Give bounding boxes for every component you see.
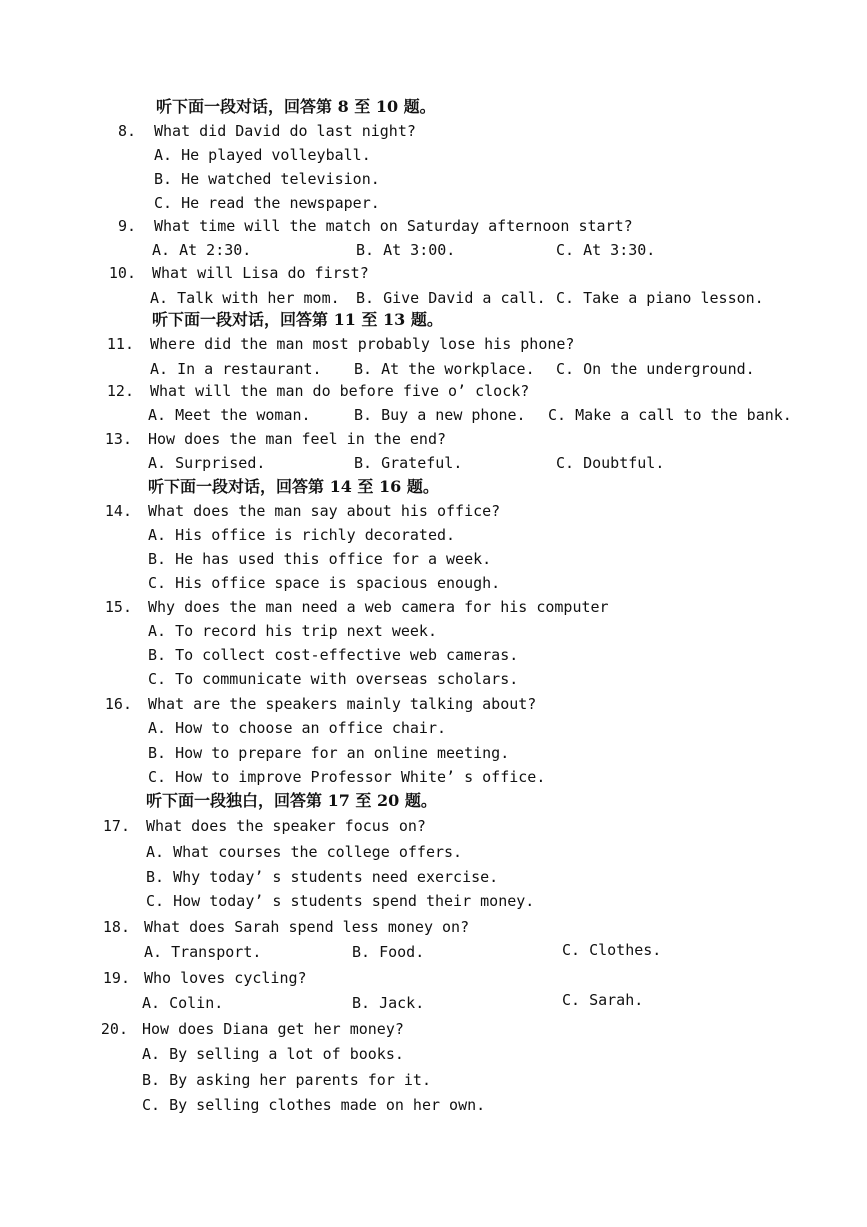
option-16-a: A. How to choose an office chair. (148, 719, 447, 737)
section-heading: 听下面一段对话，回答第 8 至 10 题。 (156, 97, 436, 116)
option-20-b: B. By asking her parents for it. (142, 1071, 431, 1089)
question-text: What does the speaker focus on? (146, 817, 426, 835)
question-text: Who loves cycling? (144, 969, 307, 987)
question-number: 12. (106, 382, 134, 400)
question-text: Why does the man need a web camera for his computer (148, 598, 609, 616)
option-17-b: B. Why today’ s students need exercise. (146, 868, 499, 886)
question-number: 10. (108, 264, 136, 282)
question-text: What does Sarah spend less money on? (144, 918, 470, 936)
option-18-b: B. Food. (352, 943, 425, 961)
option-14-b: B. He has used this office for a week. (148, 550, 492, 568)
question-text: How does Diana get her money? (142, 1020, 404, 1038)
option-14-a: A. His office is richly decorated. (148, 526, 456, 544)
option-9-c: C. At 3:30. (556, 241, 656, 259)
question-text: What time will the match on Saturday afternoon start? (154, 217, 633, 235)
option-11-c: C. On the underground. (556, 360, 755, 378)
option-12-a: A. Meet the woman. (148, 406, 311, 424)
option-15-a: A. To record his trip next week. (148, 622, 437, 640)
option-13-a: A. Surprised. (148, 454, 266, 472)
question-number: 8. (117, 122, 136, 140)
option-9-b: B. At 3:00. (356, 241, 456, 259)
question-text: What are the speakers mainly talking about? (148, 695, 537, 713)
section-heading: 听下面一段独白，回答第 17 至 20 题。 (146, 791, 437, 810)
question-text: What will the man do before five o’ clock? (150, 382, 530, 400)
option-17-a: A. What courses the college offers. (146, 843, 463, 861)
option-19-c: C. Sarah. (562, 991, 644, 1009)
question-text: What does the man say about his office? (148, 502, 501, 520)
section-heading: 听下面一段对话，回答第 11 至 13 题。 (152, 310, 443, 329)
option-13-b: B. Grateful. (354, 454, 463, 472)
question-number: 17. (102, 817, 130, 835)
option-12-c: C. Make a call to the bank. (548, 406, 792, 424)
option-13-c: C. Doubtful. (556, 454, 665, 472)
option-8-c: C. He read the newspaper. (154, 194, 380, 212)
question-number: 19. (102, 969, 130, 987)
option-10-c: C. Take a piano lesson. (556, 289, 764, 307)
question-number: 16. (104, 695, 132, 713)
option-20-c: C. By selling clothes made on her own. (142, 1096, 486, 1114)
option-19-a: A. Colin. (142, 994, 224, 1012)
question-text: How does the man feel in the end? (148, 430, 447, 448)
option-16-c: C. How to improve Professor White’ s office. (148, 768, 546, 786)
option-8-b: B. He watched television. (154, 170, 380, 188)
question-number: 9. (117, 217, 136, 235)
option-15-b: B. To collect cost-effective web cameras. (148, 646, 519, 664)
question-text: What did David do last night? (154, 122, 416, 140)
option-18-a: A. Transport. (144, 943, 262, 961)
option-11-a: A. In a restaurant. (150, 360, 322, 378)
option-17-c: C. How today’ s students spend their money. (146, 892, 535, 910)
question-number: 14. (104, 502, 132, 520)
option-20-a: A. By selling a lot of books. (142, 1045, 404, 1063)
question-number: 13. (104, 430, 132, 448)
option-10-a: A. Talk with her mom. (150, 289, 340, 307)
question-number: 20. (100, 1020, 128, 1038)
section-heading: 听下面一段对话，回答第 14 至 16 题。 (148, 477, 439, 496)
option-16-b: B. How to prepare for an online meeting. (148, 744, 510, 762)
option-10-b: B. Give David a call. (356, 289, 546, 307)
option-8-a: A. He played volleyball. (154, 146, 371, 164)
option-19-b: B. Jack. (352, 994, 425, 1012)
option-14-c: C. His office space is spacious enough. (148, 574, 501, 592)
option-11-b: B. At the workplace. (354, 360, 535, 378)
option-12-b: B. Buy a new phone. (354, 406, 526, 424)
option-9-a: A. At 2:30. (152, 241, 252, 259)
option-18-c: C. Clothes. (562, 941, 662, 959)
question-number: 11. (106, 335, 134, 353)
question-text: Where did the man most probably lose his phone? (150, 335, 575, 353)
option-15-c: C. To communicate with overseas scholars. (148, 670, 519, 688)
question-number: 18. (102, 918, 130, 936)
question-text: What will Lisa do first? (152, 264, 369, 282)
question-number: 15. (104, 598, 132, 616)
